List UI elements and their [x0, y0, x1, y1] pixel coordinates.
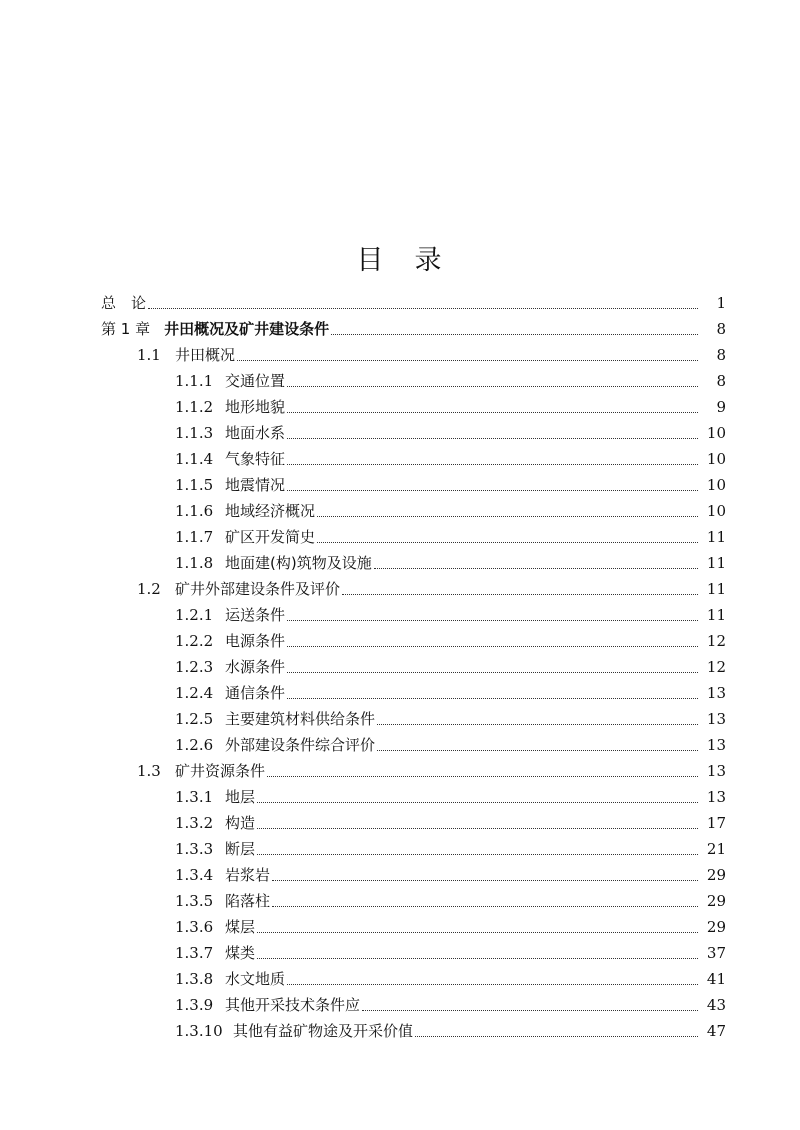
toc-entry-title: 岩浆岩	[225, 866, 271, 884]
toc-entry-number: 1.3.7	[175, 944, 214, 962]
toc-entry-page-number: 13	[706, 684, 726, 702]
toc-entry-title: 地层	[225, 788, 256, 806]
toc-entry-page-number: 29	[706, 892, 726, 910]
toc-entry-page-number: 10	[706, 450, 726, 468]
toc-entry-page-number: 17	[706, 814, 726, 832]
dot-leader	[287, 384, 698, 387]
toc-entry-page-number: 8	[716, 346, 726, 364]
dot-leader	[237, 358, 698, 361]
toc-entry-page-number: 11	[706, 554, 726, 572]
toc-entry-number: 1.1	[137, 346, 161, 364]
toc-entry-number: 1.1.4	[175, 450, 214, 468]
toc-entry-title: 井田概况	[175, 346, 236, 364]
toc-entry-number: 1.3.9	[175, 996, 214, 1014]
toc-entry-title: 矿井外部建设条件及评价	[175, 580, 341, 598]
dot-leader	[287, 462, 698, 465]
toc-entry-number: 第 1 章	[101, 320, 151, 338]
toc-entry[interactable]	[0, 364, 800, 390]
toc-entry-page-number: 13	[706, 762, 726, 780]
dot-leader	[257, 956, 698, 959]
toc-entry-title: 构造	[225, 814, 256, 832]
toc-entry-page-number: 9	[716, 398, 726, 416]
toc-entry-number: 1.3	[137, 762, 161, 780]
toc-entry-number: 1.3.10	[175, 1022, 223, 1040]
toc-entry-number: 1.3.3	[175, 840, 214, 858]
toc-entry[interactable]	[0, 910, 800, 936]
toc-entry-page-number: 13	[706, 736, 726, 754]
toc-entry[interactable]	[0, 676, 800, 702]
toc-entry[interactable]	[0, 650, 800, 676]
toc-entry-title: 地震情况	[225, 476, 286, 494]
toc-entry-number: 1.3.8	[175, 970, 214, 988]
toc-entry[interactable]	[0, 832, 800, 858]
toc-entry-page-number: 11	[706, 606, 726, 624]
toc-entry-title: 气象特征	[225, 450, 286, 468]
toc-entry-page-number: 41	[706, 970, 726, 988]
toc-entry-title: 主要建筑材料供给条件	[225, 710, 376, 728]
toc-entry-title: 地域经济概况	[225, 502, 316, 520]
toc-entry-title: 电源条件	[225, 632, 286, 650]
dot-leader	[287, 696, 698, 699]
dot-leader	[287, 436, 698, 439]
toc-entry-title: 地面水系	[225, 424, 286, 442]
toc-entry-page-number: 13	[706, 710, 726, 728]
toc-entry[interactable]	[0, 624, 800, 650]
toc-entry-number: 总 论	[101, 294, 147, 312]
toc-entry-number: 1.1.6	[175, 502, 214, 520]
toc-entry-number: 1.2.4	[175, 684, 214, 702]
dot-leader	[272, 904, 698, 907]
toc-entry-number: 1.2.2	[175, 632, 214, 650]
toc-entry-title: 地形地貌	[225, 398, 286, 416]
toc-entry-page-number: 37	[706, 944, 726, 962]
toc-entry-number: 1.3.4	[175, 866, 214, 884]
toc-entry-number: 1.3.6	[175, 918, 214, 936]
dot-leader	[377, 748, 698, 751]
toc-entry[interactable]	[0, 754, 800, 780]
toc-entry-number: 1.2	[137, 580, 161, 598]
toc-entry-title: 交通位置	[225, 372, 286, 390]
dot-leader	[257, 930, 698, 933]
toc-entry[interactable]	[0, 988, 800, 1014]
toc-entry[interactable]	[0, 780, 800, 806]
toc-entry[interactable]	[0, 468, 800, 494]
toc-entry[interactable]	[0, 702, 800, 728]
toc-entry-title: 通信条件	[225, 684, 286, 702]
toc-entry[interactable]	[0, 728, 800, 754]
toc-entry-number: 1.3.1	[175, 788, 214, 806]
toc-entry-page-number: 10	[706, 424, 726, 442]
dot-leader	[148, 306, 698, 309]
dot-leader	[287, 488, 698, 491]
toc-entry[interactable]	[0, 1014, 800, 1040]
toc-entry[interactable]	[0, 442, 800, 468]
toc-entry[interactable]	[0, 286, 800, 312]
toc-entry-number: 1.1.7	[175, 528, 214, 546]
toc-entry-title: 煤层	[225, 918, 256, 936]
dot-leader	[257, 800, 698, 803]
toc-entry-number: 1.1.1	[175, 372, 214, 390]
dot-leader	[342, 592, 698, 595]
toc-entry-number: 1.2.3	[175, 658, 214, 676]
page-title: 目 录	[356, 245, 444, 276]
toc-entry-number: 1.2.5	[175, 710, 214, 728]
toc-entry[interactable]	[0, 546, 800, 572]
dot-leader	[257, 826, 698, 829]
dot-leader	[374, 566, 698, 569]
toc-entry-title: 断层	[225, 840, 256, 858]
table-of-contents	[0, 286, 800, 1040]
toc-entry[interactable]	[0, 390, 800, 416]
toc-entry-page-number: 11	[706, 580, 726, 598]
dot-leader	[267, 774, 698, 777]
toc-entry[interactable]	[0, 936, 800, 962]
toc-entry-title: 矿区开发简史	[225, 528, 316, 546]
toc-entry[interactable]	[0, 338, 800, 364]
toc-entry[interactable]	[0, 858, 800, 884]
toc-entry-number: 1.3.2	[175, 814, 214, 832]
dot-leader	[415, 1034, 698, 1037]
toc-entry-title: 地面建(构)筑物及设施	[225, 554, 372, 572]
dot-leader	[287, 982, 698, 985]
toc-entry-page-number: 12	[706, 632, 726, 650]
toc-entry-number: 1.1.5	[175, 476, 214, 494]
toc-entry-page-number: 13	[706, 788, 726, 806]
toc-entry-page-number: 10	[706, 502, 726, 520]
dot-leader	[331, 332, 698, 335]
toc-entry-page-number: 8	[716, 372, 726, 390]
toc-entry-page-number: 29	[706, 866, 726, 884]
toc-entry[interactable]	[0, 312, 800, 338]
toc-entry-title: 外部建设条件综合评价	[225, 736, 376, 754]
toc-entry-number: 1.3.5	[175, 892, 214, 910]
toc-entry-page-number: 12	[706, 658, 726, 676]
toc-entry-number: 1.2.1	[175, 606, 214, 624]
toc-entry-page-number: 29	[706, 918, 726, 936]
dot-leader	[272, 878, 698, 881]
dot-leader	[257, 852, 698, 855]
dot-leader	[377, 722, 698, 725]
toc-entry-number: 1.1.2	[175, 398, 214, 416]
toc-entry-title: 其他开采技术条件应	[225, 996, 361, 1014]
toc-entry-title: 矿井资源条件	[175, 762, 266, 780]
toc-entry-page-number: 47	[706, 1022, 726, 1040]
dot-leader	[287, 644, 698, 647]
toc-entry-title: 煤类	[225, 944, 256, 962]
toc-entry[interactable]	[0, 806, 800, 832]
toc-entry-title: 水源条件	[225, 658, 286, 676]
dot-leader	[362, 1008, 698, 1011]
toc-entry-page-number: 21	[706, 840, 726, 858]
toc-entry[interactable]	[0, 520, 800, 546]
toc-entry-page-number: 8	[716, 320, 726, 338]
toc-entry-title: 其他有益矿物途及开采价值	[233, 1022, 414, 1040]
toc-entry-title: 运送条件	[225, 606, 286, 624]
toc-entry-page-number: 43	[706, 996, 726, 1014]
toc-entry-page-number: 10	[706, 476, 726, 494]
dot-leader	[317, 540, 698, 543]
toc-entry-page-number: 11	[706, 528, 726, 546]
dot-leader	[317, 514, 698, 517]
toc-entry[interactable]	[0, 598, 800, 624]
toc-entry-title: 陷落柱	[225, 892, 271, 910]
dot-leader	[287, 670, 698, 673]
toc-entry[interactable]	[0, 494, 800, 520]
toc-entry[interactable]	[0, 884, 800, 910]
toc-entry-page-number: 1	[716, 294, 726, 312]
toc-entry-number: 1.1.3	[175, 424, 214, 442]
toc-entry-number: 1.2.6	[175, 736, 214, 754]
dot-leader	[287, 618, 698, 621]
dot-leader	[287, 410, 698, 413]
toc-entry-title: 水文地质	[225, 970, 286, 988]
toc-entry[interactable]	[0, 572, 800, 598]
toc-entry-number: 1.1.8	[175, 554, 214, 572]
toc-entry[interactable]	[0, 416, 800, 442]
toc-entry-title: 井田概况及矿井建设条件	[164, 320, 330, 338]
toc-entry[interactable]	[0, 962, 800, 988]
